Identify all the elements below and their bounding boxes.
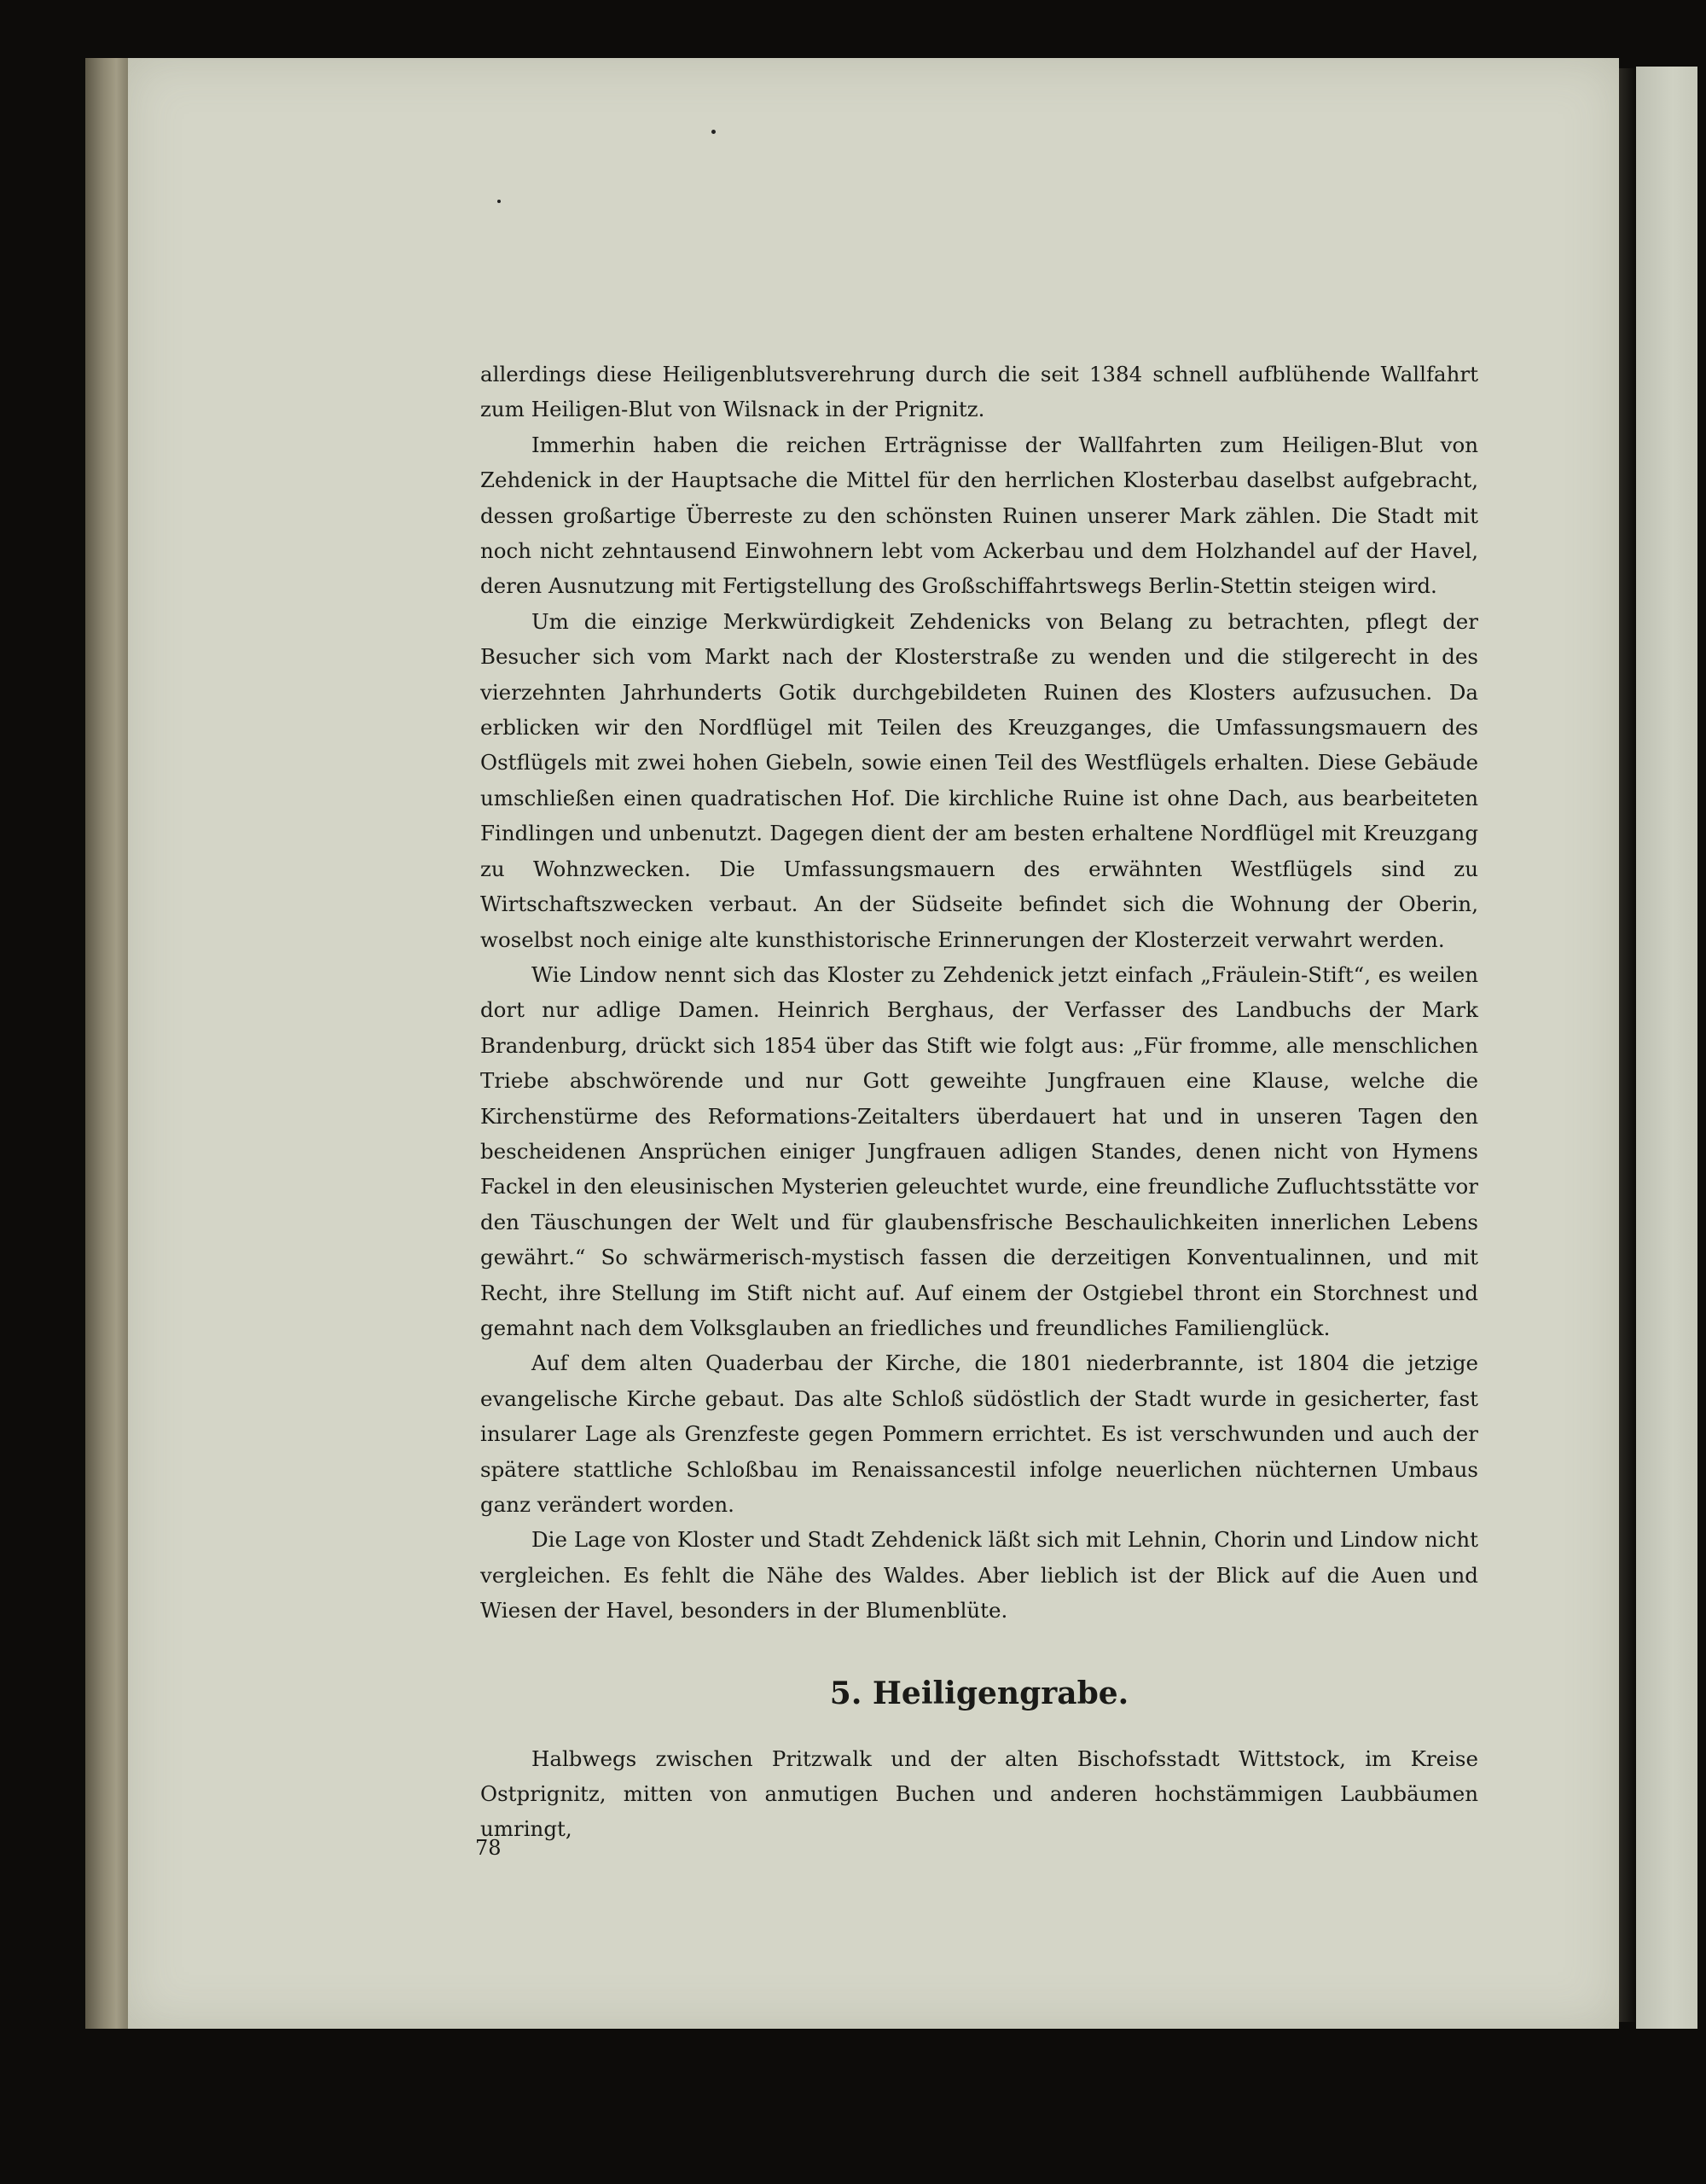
section-heading: 5. Heiligengrabe. bbox=[829, 1675, 1129, 1711]
book-spine-edge bbox=[85, 58, 130, 2029]
paragraph: Auf dem alten Quaderbau der Kirche, die 1801 niederbrannte, ist 1804 die jetzige evangelische Kirche gebaut. Das alte Schloß südöstlich der Stadt wurde in gesicherter, fast insularer Lage als Grenzfeste gegen Pommern errichtet. Es ist verschwunden und auch der spätere stattliche Schloßbau im Renaissancestil infolge neuerlichen nüchternen Umbaus ganz verändert worden. bbox=[480, 1350, 1478, 1517]
facing-page-edge bbox=[1636, 67, 1697, 2029]
paper-speck bbox=[711, 130, 716, 134]
paragraph: allerdings diese Heiligenblutsverehrung durch die seit 1384 schnell aufblühende Wallfahrt zum Heiligen-Blut von Wilsnack in der Prignitz. bbox=[480, 362, 1478, 422]
paragraph: Um die einzige Merkwürdigkeit Zehdenicks von Belang zu betrachten, pflegt der Besucher sich vom Markt nach der Klosterstraße zu wenden und die stilgerecht in des vierzehnten Jahrhunderts Gotik durchgebildeten Ruinen des Klosters aufzusuchen. Da erblicken wir den Nordflügel mit Teilen des Kreuzganges, die Umfassungsmauern des Ostflügels mit zwei hohen Giebeln, sowie einen Teil des Westflügels erhalten. Diese Gebäude umschließen einen quadratischen Hof. Die kirchliche Ruine ist ohne Dach, aus bearbeiteten Findlingen und unbenutzt. Dagegen dient der am besten erhaltene Nordflügel mit Kreuzgang zu Wohnzwecken. Die Umfassungsmauern des erwähnten Westflügels sind zu Wirtschaftszwecken verbaut. An der Südseite befindet sich die Wohnung der Oberin, woselbst noch einige alte kunsthistorische Erinnerungen der Klosterzeit verwahrt werden. bbox=[480, 608, 1478, 952]
page-gutter-shadow bbox=[1619, 68, 1636, 2022]
paragraph: Die Lage von Kloster und Stadt Zehdenick läßt sich mit Lehnin, Chorin und Lindow nicht vergleichen. Es fehlt die Nähe des Waldes. Aber lieblich ist der Blick auf die Auen und Wiesen der Havel, besonders in der Blumenblüte. bbox=[480, 1527, 1478, 1623]
paper-speck bbox=[497, 200, 501, 203]
page-number: 78 bbox=[475, 1836, 502, 1860]
paragraph: Wie Lindow nennt sich das Kloster zu Zehdenick jetzt einfach „Fräulein-Stift“, es weilen dort nur adlige Damen. Heinrich Berghaus, der Verfasser des Landbuchs der Mark Brandenburg, drückt sich 1854 über das Stift wie folgt aus: „Für fromme, alle menschlichen Triebe abschwörende und nur Gott geweihte Jungfrauen eine Klause, welche die Kirchenstürme des Reformations-Zeitalters überdauert hat und in unseren Tagen den bescheidenen Ansprüchen einiger Jungfrauen adligen Standes, denen nicht von Hymens Fackel in den eleusinischen Mysterien geleuchtet wurde, eine freundliche Zufluchtsstätte vor den Täuschungen der Welt und für glaubensfrische Beschaulichkeiten innerlichen Lebens gewährt.“ So schwärmerisch-mystisch fassen die derzeitigen Konventualinnen, und mit Recht, ihre Stellung im Stift nicht auf. Auf einem der Ostgiebel thront ein Storchnest und gemahnt nach dem Volksglauben an friedliches und freundliches Familienglück. bbox=[480, 961, 1478, 1340]
body-text bbox=[480, 357, 1478, 1847]
paragraph: Immerhin haben die reichen Erträgnisse der Wallfahrten zum Heiligen-Blut von Zehdenick in der Hauptsache die Mittel für den herrlichen Klosterbau daselbst aufgebracht, dessen großartige Überreste zu den schönsten Ruinen unserer Mark zählen. Die Stadt mit noch nicht zehntausend Einwohnern lebt vom Ackerbau und dem Holzhandel auf der Havel, deren Ausnutzung mit Fertigstellung des Großschiffahrtswegs Berlin-Stettin steigen wird. bbox=[480, 432, 1478, 599]
paragraph: Halbwegs zwischen Pritzwalk und der alten Bischofsstadt Wittstock, im Kreise Ostprignitz, mitten von anmutigen Buchen und anderen hochstämmigen Laubbäumen umringt, bbox=[480, 1745, 1478, 1842]
